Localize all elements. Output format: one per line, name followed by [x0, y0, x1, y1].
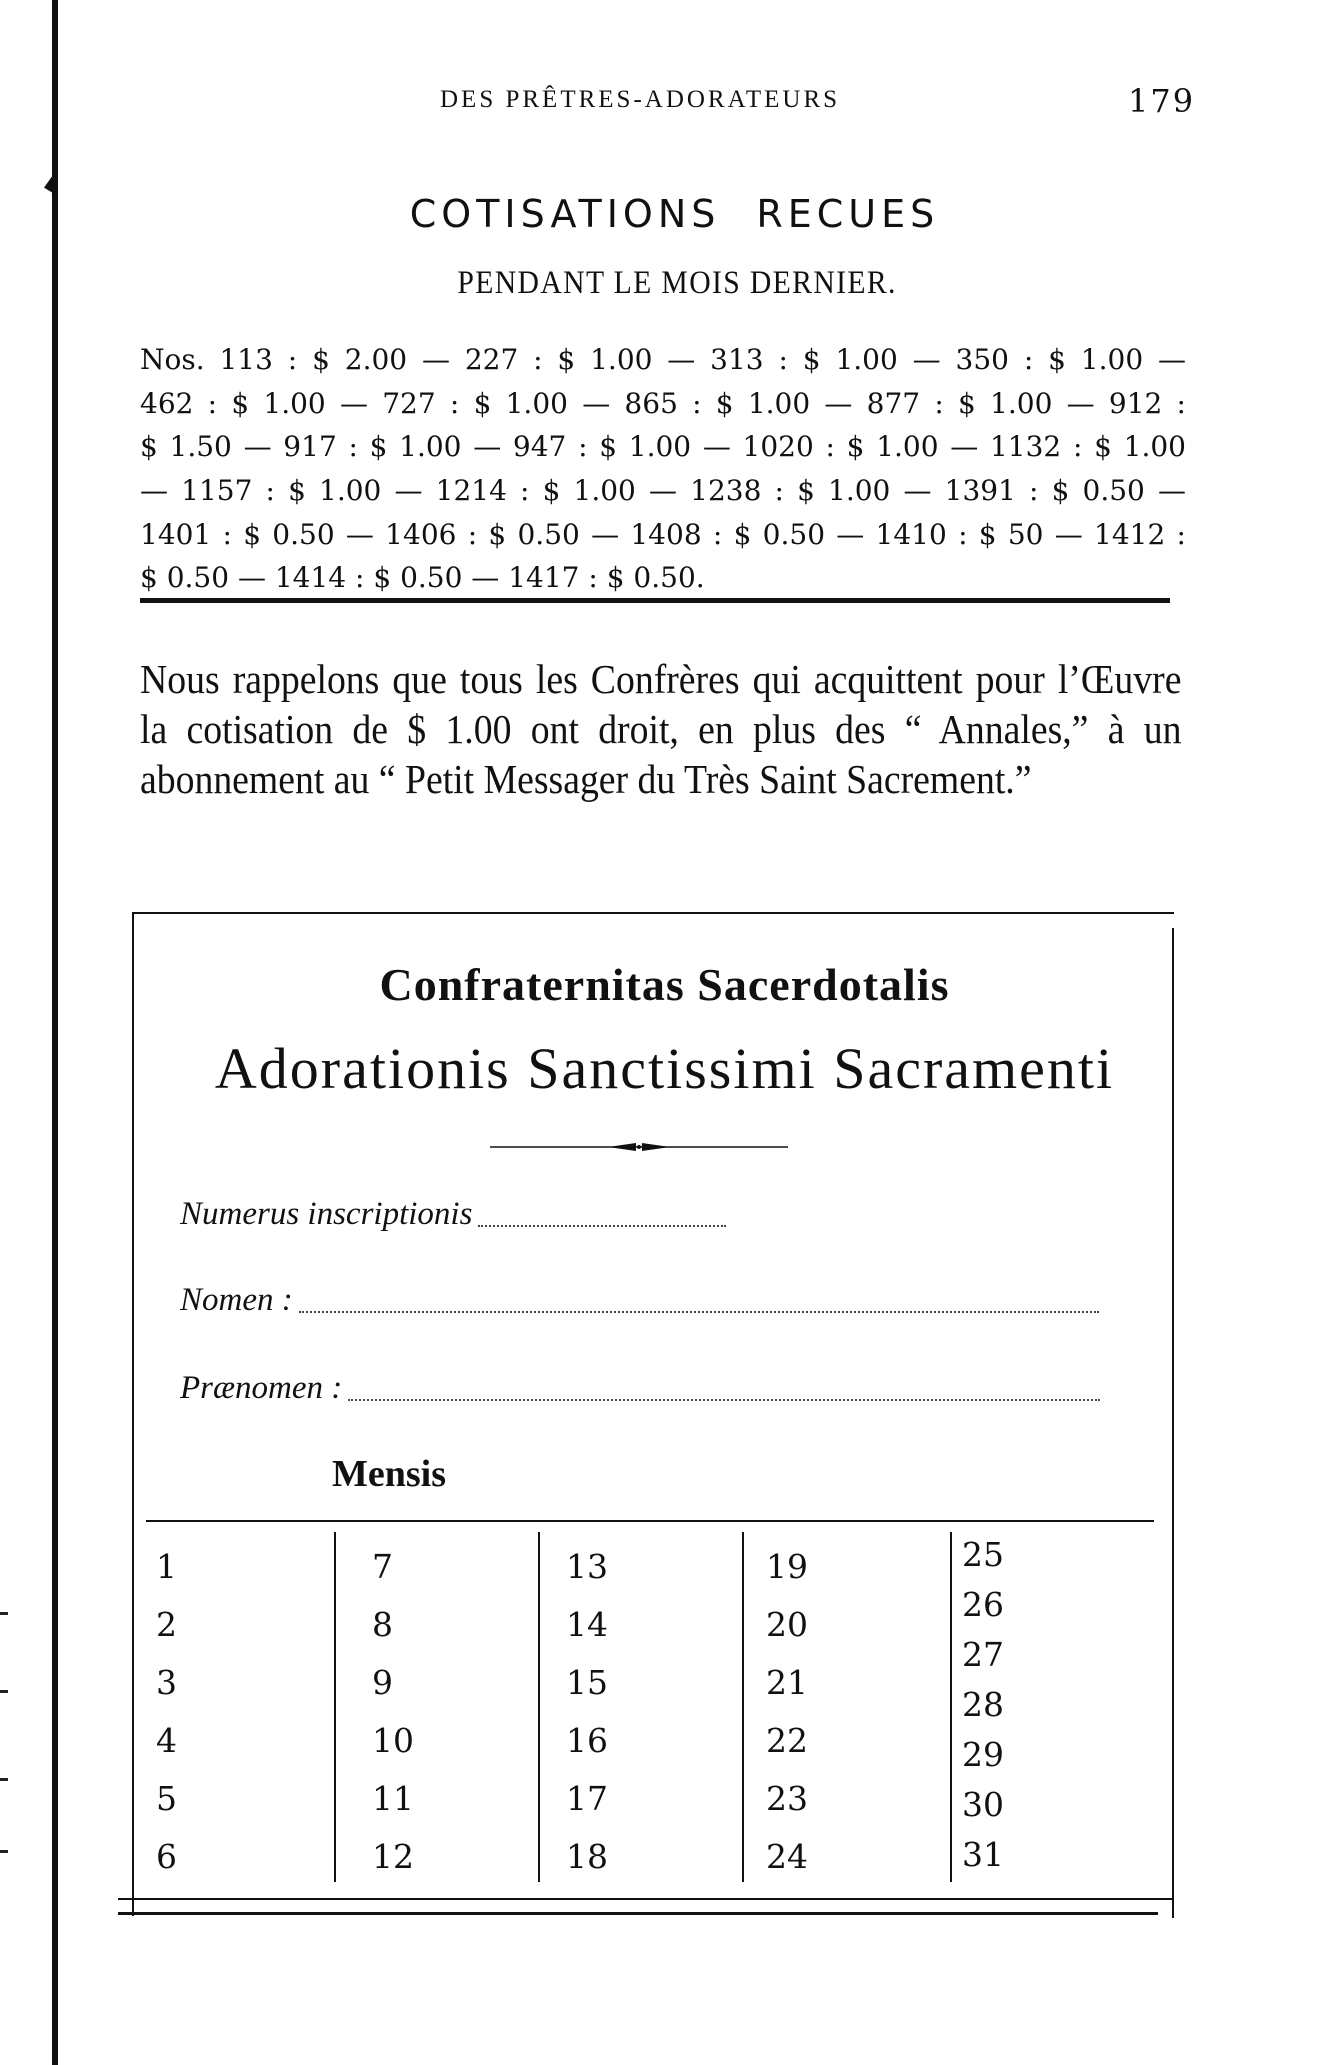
day-cell[interactable]: 27	[962, 1635, 1004, 1674]
day-cell[interactable]: 20	[766, 1605, 808, 1644]
day-column	[372, 1538, 414, 1886]
ornament-divider	[490, 1140, 788, 1154]
day-cell[interactable]: 16	[566, 1721, 608, 1760]
dues-line: 1401 : $ 0.50 — 1406 : $ 0.50 — 1408 : $ 0.50 — 1410 : $ 50 — 1412 :	[140, 517, 1186, 551]
day-cell[interactable]: 9	[372, 1663, 393, 1702]
day-column-divider	[538, 1532, 540, 1882]
day-cell[interactable]: 21	[766, 1663, 808, 1702]
edge-tick-mark	[0, 1778, 8, 1781]
form-frame-bottom-edge	[118, 1898, 1172, 1900]
name-field[interactable]	[180, 1282, 1099, 1319]
day-cell[interactable]: 3	[156, 1663, 177, 1702]
day-cell[interactable]: 5	[156, 1779, 177, 1818]
day-cell[interactable]: 13	[566, 1547, 608, 1586]
day-column-divider	[334, 1532, 336, 1882]
dues-line: — 1157 : $ 1.00 — 1214 : $ 1.00 — 1238 : $ 1.00 — 1391 : $ 0.50 —	[140, 474, 1186, 508]
day-cell[interactable]: 4	[156, 1721, 177, 1760]
day-cell[interactable]: 12	[372, 1837, 414, 1876]
edge-tick-mark	[0, 1690, 8, 1693]
inscription-number-blank[interactable]	[478, 1225, 726, 1227]
day-cell[interactable]: 24	[766, 1837, 808, 1876]
day-cell[interactable]: 2	[156, 1605, 177, 1644]
day-cell[interactable]: 25	[962, 1535, 1004, 1574]
day-grid-top-rule	[146, 1520, 1154, 1522]
dues-line: 462 : $ 1.00 — 727 : $ 1.00 — 865 : $ 1.00 — 877 : $ 1.00 — 912 :	[140, 386, 1186, 420]
first-name-blank[interactable]	[348, 1399, 1100, 1401]
edge-tick-mark	[0, 1850, 8, 1853]
notice-paragraph: Nous rappelons que tous les Confrères qui acquittent pour l’Œuvre la cotisation de $ 1.00 ont droit, en plus des “ Annales,” à un abonnement au “ Petit Messager du Très Saint Sacrement.”	[140, 656, 1182, 803]
day-cell[interactable]: 11	[372, 1779, 414, 1818]
day-cell[interactable]: 17	[566, 1779, 608, 1818]
day-column	[156, 1538, 177, 1886]
day-cell[interactable]: 26	[962, 1585, 1004, 1624]
day-column	[766, 1538, 808, 1886]
day-cell[interactable]: 19	[766, 1547, 808, 1586]
day-cell[interactable]: 28	[962, 1685, 1004, 1724]
day-cell[interactable]: 14	[566, 1605, 608, 1644]
inscription-number-label: Numerus inscriptionis	[180, 1196, 473, 1232]
first-name-field[interactable]	[180, 1370, 1100, 1407]
day-column-divider	[742, 1532, 744, 1882]
day-cell[interactable]: 10	[372, 1721, 414, 1760]
day-cell[interactable]: 15	[566, 1663, 608, 1702]
form-subtitle: Adorationis Sanctissimi Sacramenti	[214, 1036, 1115, 1101]
heading-word: COTISATIONS	[409, 192, 721, 236]
section-subheading: PENDANT LE MOIS DERNIER.	[457, 265, 897, 301]
running-head-title: DES PRÊTRES-ADORATEURS	[440, 86, 841, 113]
day-column	[566, 1538, 608, 1886]
day-cell[interactable]: 29	[962, 1735, 1004, 1774]
heading-word: RECUES	[756, 192, 940, 236]
section-divider	[140, 598, 1170, 603]
edge-tick-mark	[0, 1612, 8, 1615]
dues-line: $ 0.50 — 1414 : $ 0.50 — 1417 : $ 0.50.	[140, 561, 705, 595]
dues-line: Nos. 113 : $ 2.00 — 227 : $ 1.00 — 313 : $ 1.00 — 350 : $ 1.00 —	[140, 343, 1186, 376]
name-blank[interactable]	[299, 1311, 1099, 1313]
day-column-divider	[950, 1532, 952, 1882]
page-number: 179	[1128, 82, 1196, 120]
dues-received-list	[140, 338, 1186, 600]
day-cell[interactable]: 18	[566, 1837, 608, 1876]
day-cell[interactable]: 8	[372, 1605, 393, 1644]
month-label: Mensis	[332, 1453, 446, 1495]
day-cell[interactable]: 23	[766, 1779, 808, 1818]
day-cell[interactable]: 7	[372, 1547, 393, 1586]
day-cell[interactable]: 31	[962, 1835, 1004, 1874]
name-label: Nomen :	[180, 1282, 293, 1318]
form-frame-bottom-edge	[118, 1912, 1158, 1915]
day-column	[962, 1530, 1004, 1880]
first-name-label: Prænomen :	[180, 1370, 343, 1406]
day-cell[interactable]: 6	[156, 1837, 177, 1876]
form-title: Confraternitas Sacerdotalis	[379, 959, 950, 1010]
binding-edge-line	[52, 0, 58, 2065]
dues-line: $ 1.50 — 917 : $ 1.00 — 947 : $ 1.00 — 1020 : $ 1.00 — 1132 : $ 1.00	[140, 430, 1186, 464]
inscription-number-field[interactable]	[180, 1196, 726, 1233]
day-cell[interactable]: 30	[962, 1785, 1004, 1824]
day-cell[interactable]: 22	[766, 1721, 808, 1760]
section-heading	[0, 192, 1329, 236]
day-cell[interactable]: 1	[156, 1547, 177, 1586]
